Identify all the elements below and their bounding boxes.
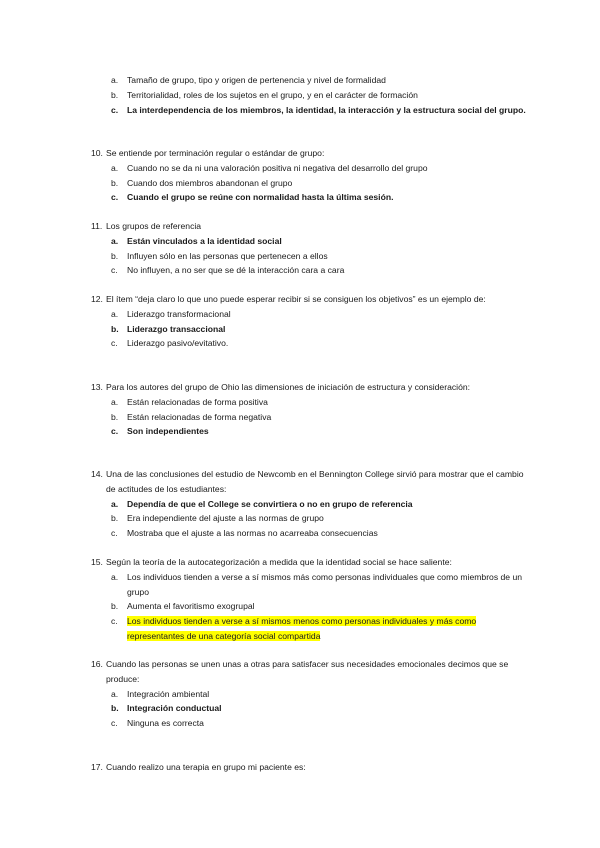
option-letter: a. bbox=[111, 308, 119, 319]
question-number: 13. bbox=[91, 382, 103, 392]
question-stem bbox=[91, 292, 531, 307]
option-letter: c. bbox=[111, 192, 119, 203]
option-letter: b. bbox=[111, 177, 119, 188]
option-b bbox=[91, 410, 531, 425]
option-c bbox=[91, 716, 531, 731]
option-letter: a. bbox=[111, 571, 119, 582]
option-text: Dependía de que el College se convirtiera o no en grupo de referencia bbox=[127, 498, 413, 509]
option-text: Era independiente del ajuste a las normas de grupo bbox=[127, 513, 324, 524]
option-letter: b. bbox=[111, 89, 119, 100]
option-letter: a. bbox=[111, 498, 119, 509]
question-17 bbox=[91, 760, 531, 775]
question-text: Según la teoría de la autocategorización a medida que la identidad social se hace saliente: bbox=[106, 557, 452, 567]
question-10 bbox=[91, 146, 531, 205]
option-letter: b. bbox=[111, 250, 119, 261]
option-letter: a. bbox=[111, 396, 119, 407]
option-text: Ninguna es correcta bbox=[127, 718, 204, 729]
question-text: El ítem “deja claro lo que uno puede esperar recibir si se consiguen los objetivos” es un ejemplo de: bbox=[106, 294, 486, 304]
option-b bbox=[91, 88, 531, 103]
option-text: Mostraba que el ajuste a las normas no acarreaba consecuencias bbox=[127, 528, 378, 539]
option-text: Están relacionadas de forma positiva bbox=[127, 396, 268, 407]
option-c bbox=[91, 263, 531, 278]
option-letter: a. bbox=[111, 235, 119, 246]
option-text: Integración ambiental bbox=[127, 688, 210, 699]
option-a bbox=[91, 570, 531, 600]
option-text: Integración conductual bbox=[127, 703, 222, 714]
option-text: Liderazgo transaccional bbox=[127, 323, 226, 334]
option-letter: a. bbox=[111, 162, 119, 173]
option-letter: c. bbox=[111, 718, 118, 729]
option-text: Están vinculados a la identidad social bbox=[127, 235, 282, 246]
question-text: Para los autores del grupo de Ohio las dimensiones de iniciación de estructura y consideración: bbox=[106, 382, 471, 392]
option-text: Influyen sólo en las personas que pertenecen a ellos bbox=[127, 250, 328, 261]
question-number: 14. bbox=[91, 469, 103, 479]
option-b bbox=[91, 176, 531, 191]
option-text: No influyen, a no ser que se dé la interacción cara a cara bbox=[127, 265, 345, 276]
option-b-answer bbox=[91, 322, 531, 337]
option-letter: b. bbox=[111, 703, 119, 714]
option-text: Tamaño de grupo, tipo y origen de pertenencia y nivel de formalidad bbox=[127, 75, 386, 85]
question-9-continued bbox=[91, 73, 531, 117]
question-number: 11. bbox=[91, 221, 103, 231]
question-number: 16. bbox=[91, 659, 103, 669]
option-letter: b. bbox=[111, 323, 119, 334]
option-text: Aumenta el favoritismo exogrupal bbox=[127, 601, 255, 612]
question-12 bbox=[91, 292, 531, 351]
question-text: Una de las conclusiones del estudio de Newcomb en el Bennington College sirvió para mostrar que el cambio de actitudes de los estudiantes: bbox=[106, 469, 524, 494]
question-stem bbox=[91, 380, 531, 395]
question-number: 17. bbox=[91, 762, 103, 772]
option-text: Liderazgo pasivo/evitativo. bbox=[127, 338, 229, 349]
option-a bbox=[91, 687, 531, 702]
option-b bbox=[91, 599, 531, 614]
option-text: Cuando dos miembros abandonan el grupo bbox=[127, 177, 293, 188]
option-text: Cuando no se da ni una valoración positiva ni negativa del desarrollo del grupo bbox=[127, 162, 428, 173]
question-stem bbox=[91, 219, 531, 234]
question-number: 12. bbox=[91, 294, 103, 304]
option-text: Los individuos tienden a verse a sí mismos más como personas individuales que como miembros de un grupo bbox=[127, 571, 523, 597]
option-letter: b. bbox=[111, 411, 119, 422]
option-letter: b. bbox=[111, 601, 119, 612]
option-letter: c. bbox=[111, 616, 118, 627]
option-text: Territorialidad, roles de los sujetos en el grupo, y en el carácter de formación bbox=[127, 89, 418, 100]
question-text: Se entiende por terminación regular o estándar de grupo: bbox=[106, 148, 325, 158]
option-c bbox=[91, 526, 531, 541]
question-15 bbox=[91, 555, 531, 644]
option-text: Liderazgo transformacional bbox=[127, 308, 231, 319]
option-text: Los individuos tienden a verse a sí mismos menos como personas individuales y más como representantes de una categoría social compartida bbox=[127, 616, 477, 641]
option-c-answer bbox=[91, 424, 531, 439]
question-11 bbox=[91, 219, 531, 278]
question-stem bbox=[91, 657, 531, 687]
question-stem bbox=[91, 146, 531, 161]
option-text: La interdependencia de los miembros, la identidad, la interacción y la estructura social del grupo. bbox=[127, 104, 526, 115]
question-13 bbox=[91, 380, 531, 439]
option-a-answer bbox=[91, 234, 531, 249]
option-b-answer bbox=[91, 701, 531, 716]
option-b bbox=[91, 511, 531, 526]
option-letter: b. bbox=[111, 513, 119, 524]
question-stem bbox=[91, 760, 531, 775]
option-c-highlighted bbox=[91, 614, 531, 644]
question-stem bbox=[91, 555, 531, 570]
question-number: 15. bbox=[91, 557, 103, 567]
option-a bbox=[91, 307, 531, 322]
option-letter: a. bbox=[111, 75, 119, 85]
option-text: Están relacionadas de forma negativa bbox=[127, 411, 272, 422]
option-a bbox=[91, 73, 531, 88]
question-14 bbox=[91, 467, 531, 541]
option-letter: c. bbox=[111, 104, 119, 115]
option-text: Cuando el grupo se reúne con normalidad hasta la última sesión. bbox=[127, 192, 394, 203]
option-b bbox=[91, 249, 531, 264]
option-c-answer bbox=[91, 190, 531, 205]
option-a bbox=[91, 395, 531, 410]
option-c bbox=[91, 336, 531, 351]
option-letter: c. bbox=[111, 265, 118, 276]
option-letter: a. bbox=[111, 688, 119, 699]
option-letter: c. bbox=[111, 528, 118, 539]
question-text: Los grupos de referencia bbox=[106, 221, 202, 231]
option-letter: c. bbox=[111, 426, 119, 437]
question-stem bbox=[91, 467, 531, 497]
option-c-answer bbox=[91, 103, 531, 118]
option-letter: c. bbox=[111, 338, 118, 349]
question-text: Cuando las personas se unen unas a otras para satisfacer sus necesidades emocionales decimos que se produce: bbox=[106, 659, 509, 684]
option-a-answer bbox=[91, 497, 531, 512]
question-16 bbox=[91, 657, 531, 731]
option-a bbox=[91, 161, 531, 176]
question-text: Cuando realizo una terapia en grupo mi paciente es: bbox=[106, 762, 306, 772]
option-text: Son independientes bbox=[127, 426, 209, 437]
question-number: 10. bbox=[91, 148, 103, 158]
